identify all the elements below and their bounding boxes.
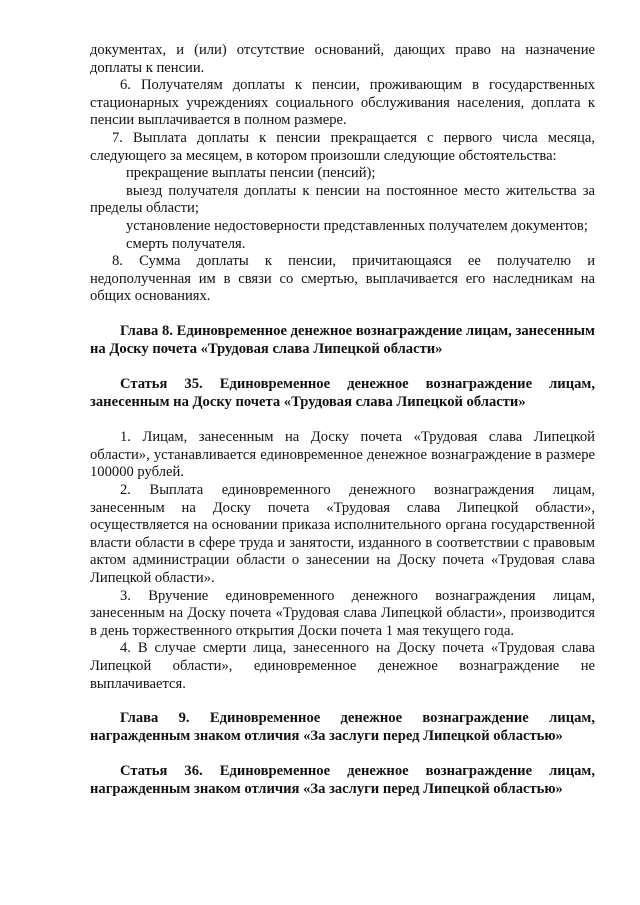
article-35-paragraph-4: 4. В случае смерти лица, занесенного на Доску почета «Трудовая слава Липецкой области», единовременное денежное вознаграждение не выплачивается. bbox=[90, 640, 595, 692]
paragraph-7-item-4: смерть получателя. bbox=[126, 235, 246, 252]
article-35-paragraph-2: 2. Выплата единовременного денежного вознаграждения лицам, занесенным на Доску почета «Трудовая слава Липецкой области», осуществляется на основании приказа исполнительного органа государственной власти области в сфере труда и занятости, изданного в соответствии с правовым актом администрации области о занесении на Доску почета «Трудовая слава Липецкой области». bbox=[90, 482, 595, 587]
chapter-8-heading: Глава 8. Единовременное денежное вознаграждение лицам, занесенным на Доску почета «Трудовая слава Липецкой области» bbox=[90, 322, 595, 357]
article-35-paragraph-1: 1. Лицам, занесенным на Доску почета «Трудовая слава Липецкой области», устанавливается единовременное денежное вознаграждение в размере 100000 рублей. bbox=[90, 429, 595, 481]
article-35-heading: Статья 35. Единовременное денежное вознаграждение лицам, занесенным на Доску почета «Трудовая слава Липецкой области» bbox=[90, 376, 595, 410]
paragraph-7: 7. Выплата доплаты к пенсии прекращается с первого числа месяца, следующего за месяцем, в котором произошли следующие обстоятельства: bbox=[90, 129, 595, 164]
paragraph-7-item-3: установление недостоверности представленных получателем документов; bbox=[126, 217, 588, 234]
paragraph-continuation: документах, и (или) отсутствие оснований, дающих право на назначение доплаты к пенсии. bbox=[90, 42, 595, 76]
paragraph-7-item-2: выезд получателя доплаты к пенсии на постоянное место жительства за пределы области; bbox=[90, 182, 595, 217]
paragraph-7-item-1: прекращение выплаты пенсии (пенсий); bbox=[126, 165, 376, 182]
chapter-9-heading: Глава 9. Единовременное денежное вознаграждение лицам, награжденным знаком отличия «За заслуги перед Липецкой областью» bbox=[90, 710, 595, 744]
document-page bbox=[90, 42, 595, 799]
article-35-paragraph-3: 3. Вручение единовременного денежного вознаграждения лицам, занесенным на Доску почета «Трудовая слава Липецкой области», производится в день торжественного открытия Доски почета 1 мая текущего года. bbox=[90, 587, 595, 639]
paragraph-8: 8. Сумма доплаты к пенсии, причитающаяся ее получателю и недополученная им в связи со смертью, выплачивается его наследникам на общих основаниях. bbox=[90, 253, 595, 305]
article-36-heading: Статья 36. Единовременное денежное вознаграждение лицам, награжденным знаком отличия «За заслуги перед Липецкой областью» bbox=[90, 763, 595, 797]
paragraph-6: 6. Получателям доплаты к пенсии, проживающим в государственных стационарных учреждениях социального обслуживания населения, доплата к пенсии выплачивается в полном размере. bbox=[90, 77, 595, 129]
